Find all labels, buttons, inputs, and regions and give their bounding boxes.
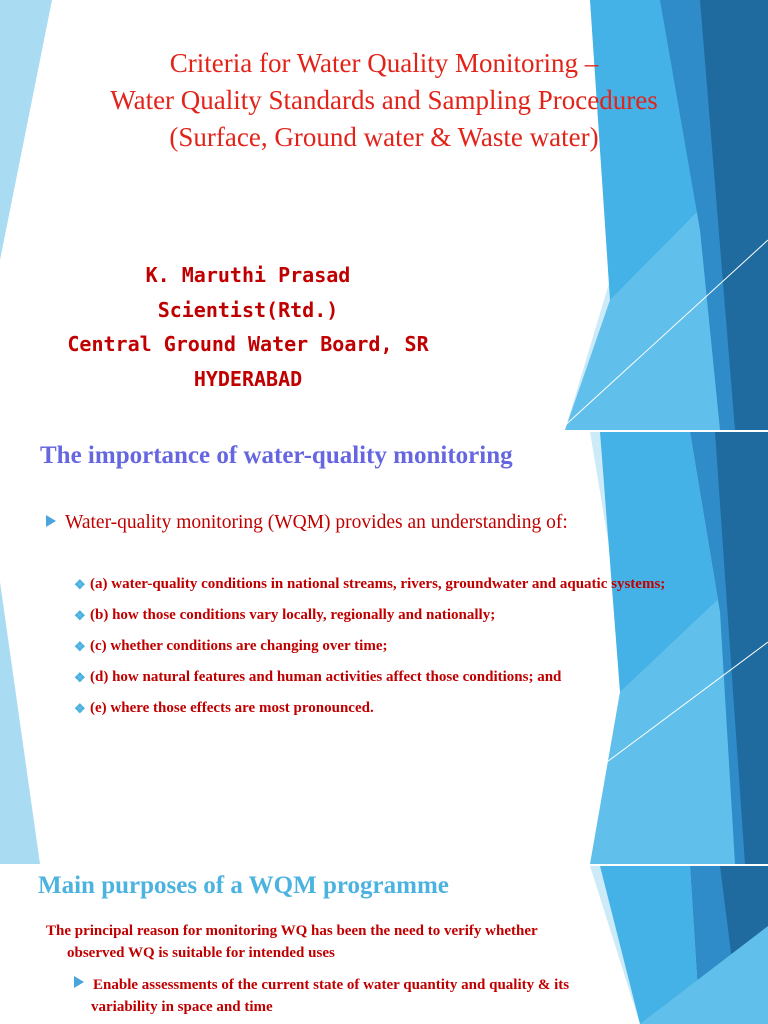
importance-slide-content <box>0 432 768 864</box>
slide-heading: The importance of water-quality monitoring <box>40 442 513 469</box>
title-slide <box>0 0 768 430</box>
title-slide-content <box>0 0 768 430</box>
author-city: HYDERABAD <box>193 366 303 391</box>
main-bullet-text: Water-quality monitoring (WQM) provides an understanding of: <box>65 512 568 533</box>
list-item: ❖ (c) whether conditions are changing over time; <box>74 636 714 657</box>
triangle-bullet-icon <box>74 976 84 988</box>
list-item: ❖ (e) where those effects are most pronounced. <box>74 698 714 719</box>
author-block <box>0 258 496 396</box>
author-organization: Central Ground Water Board, SR <box>67 332 429 356</box>
diamond-bullet-icon: ❖ <box>74 608 86 623</box>
list-item: ❖ (a) water-quality conditions in national streams, rivers, groundwater and aquatic systems; <box>74 574 714 595</box>
purposes-slide <box>0 866 768 1024</box>
title-line: (Surface, Ground water & Waste water) <box>169 122 599 152</box>
list-item: ❖ (b) how those conditions vary locally, regionally and nationally; <box>74 605 714 626</box>
author-designation: Scientist(Rtd.) <box>157 297 339 322</box>
importance-slide <box>0 432 768 864</box>
purposes-slide-content <box>0 866 768 1024</box>
triangle-bullet-icon <box>46 515 56 527</box>
author-name: K. Maruthi Prasad <box>145 263 351 287</box>
sub-bullet: Enable assessments of the current state of water quantity and quality & its variability in space and time <box>74 974 714 1018</box>
diamond-bullet-icon: ❖ <box>74 701 86 716</box>
slide-heading: Main purposes of a WQM programme <box>38 872 449 899</box>
title-line: Water Quality Standards and Sampling Procedures <box>110 85 658 115</box>
sub-bullet-list <box>74 574 714 729</box>
main-bullet <box>46 512 568 534</box>
list-item: ❖ (d) how natural features and human activities affect those conditions; and <box>74 667 714 688</box>
diamond-bullet-icon: ❖ <box>74 577 86 592</box>
diamond-bullet-icon: ❖ <box>74 639 86 654</box>
intro-paragraph: The principal reason for monitoring WQ has been the need to verify whether observed WQ is suitable for intended uses <box>46 923 538 961</box>
diamond-bullet-icon: ❖ <box>74 670 86 685</box>
title-line: Criteria for Water Quality Monitoring – <box>169 48 599 78</box>
presentation-title <box>0 45 768 156</box>
